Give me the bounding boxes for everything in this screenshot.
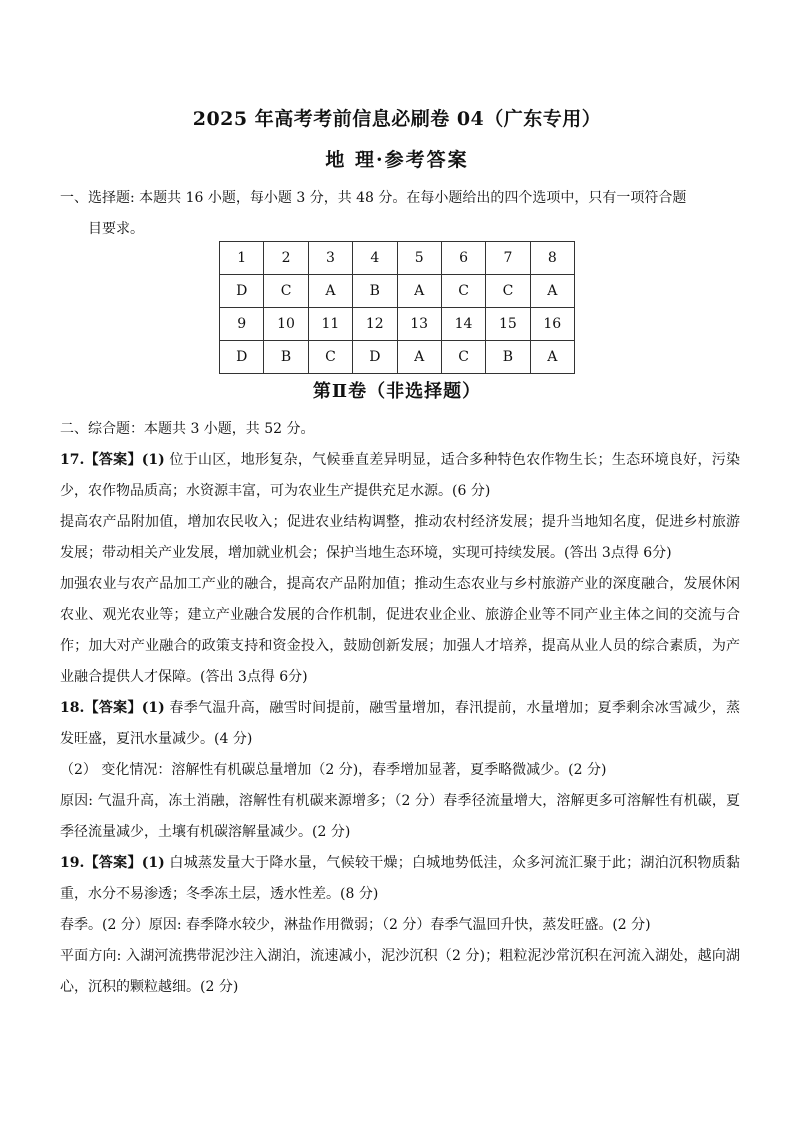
answer-table-row [220,275,575,308]
q17-part3: 加强农业与农产品加工产业的融合，提高农产品附加值；推动生态农业与乡村旅游产业的深度融合，发展休闲农业、观光农业等；建立产业融合发展的合作机制，促进农业企业、旅游企业等不同产业主体之间的交流与合作；加大对产业融合的政策支持和资金投入，鼓励创新发展；加强人才培养，提高从业人员的综合素质，为产业融合提供人才保障。(答出 3点得 6分) [60,576,740,685]
answer-table-cell: 5 [397,242,441,275]
answer-table-cell: C [264,275,308,308]
answer-table-cell: A [397,275,441,308]
answer-table-cell: C [441,341,485,374]
answer-table-cell: D [220,341,264,374]
answer-table-row [220,242,575,275]
answer-table-cell: 11 [308,308,352,341]
answer-table-cell: A [308,275,352,308]
answer-table-cell: D [220,275,264,308]
answer-table-cell: 7 [486,242,530,275]
q19-part2: 春季。(2 分）原因: 春季降水较少，淋盐作用微弱；（2 分）春季气温回升快，蒸发旺盛。(2 分) [60,917,651,933]
q18-part1-text: 春季气温升高，融雪时间提前，融雪量增加，春汛提前，水量增加；夏季剩余冰雪减少，蒸发旺盛，夏汛水量减少。(4 分) [60,700,740,747]
q19-prefix: 19.【答案】(1) [60,855,165,871]
answer-table-cell: A [530,341,574,374]
q18-part2: （2） 变化情况：溶解性有机碳总量增加（2 分)，春季增加显著，夏季略微减少。(2 分) [60,762,607,778]
instruction-line-1: 一、选择题: 本题共 16 小题，每小题 3 分，共 48 分。在每小题给出的四个选项中，只有一项符合题 [60,190,687,206]
q18-prefix: 18.【答案】(1) [60,700,165,716]
answer-table-cell: 3 [308,242,352,275]
answer-table-cell: C [486,275,530,308]
answer-table-cell: B [264,341,308,374]
page-subtitle: 地 理·参考答案 [325,149,469,171]
answer-table-cell: 8 [530,242,574,275]
answer-table-cell: 15 [486,308,530,341]
answer-table-cell: 4 [353,242,397,275]
section-2-heading: 第Ⅱ卷（非选择题） [312,381,482,402]
q17-prefix: 17.【答案】(1) [60,452,165,468]
page-title: 2025 年高考考前信息必刷卷 04（广东专用） [192,108,602,130]
answer-table-cell: 9 [220,308,264,341]
q17-part1 [60,445,740,507]
q19-part1 [60,848,740,910]
answer-table-cell: C [308,341,352,374]
section-choice-instructions [60,183,750,245]
answer-table-cell: B [486,341,530,374]
q18-part3: 原因: 气温升高，冻土消融，溶解性有机碳来源增多；（2 分）春季径流量增大，溶解更多可溶解性有机碳，夏季径流量减少，土壤有机碳溶解量减少。(2 分) [60,793,740,840]
answer-table-cell: 10 [264,308,308,341]
answer-table-cell: D [353,341,397,374]
answer-table-cell: 2 [264,242,308,275]
answer-table-row [220,308,575,341]
answer-table-cell: 16 [530,308,574,341]
answer-table-cell: B [353,275,397,308]
instruction-line-2: 目要求。 [88,221,144,237]
answer-body [60,414,740,1003]
answer-table [219,241,575,374]
answer-table-cell: 1 [220,242,264,275]
answer-table-cell: A [530,275,574,308]
answer-table-cell: 14 [441,308,485,341]
answer-table-cell: 6 [441,242,485,275]
q19-part3: 平面方向: 入湖河流携带泥沙注入湖泊，流速减小，泥沙沉积（2 分)；粗粒泥沙常沉积在河流入湖处，越向湖心，沉积的颗粒越细。(2 分) [60,948,740,995]
q19-part1-text: 白城蒸发量大于降水量，气候较干燥；白城地势低洼，众多河流汇聚于此；湖泊沉积物质黏重，水分不易渗透；冬季冻土层，透水性差。(8 分) [60,855,740,902]
answer-table-cell: A [397,341,441,374]
answer-table-row [220,341,575,374]
answer-table-cell: 13 [397,308,441,341]
q17-part2: 提高农产品附加值，增加农民收入；促进农业结构调整，推动农村经济发展；提升当地知名度，促进乡村旅游发展；带动相关产业发展，增加就业机会；保护当地生态环境，实现可持续发展。(答出 3点得 6分) [60,514,740,561]
q18-part1 [60,693,740,755]
answer-table-cell: 12 [353,308,397,341]
section-2-intro: 二、综合题：本题共 3 小题，共 52 分。 [60,421,315,437]
answer-table-cell: C [441,275,485,308]
q17-part1-text: 位于山区，地形复杂，气候垂直差异明显，适合多种特色农作物生长；生态环境良好，污染少，农作物品质高；水资源丰富，可为农业生产提供充足水源。(6 分) [60,452,740,499]
